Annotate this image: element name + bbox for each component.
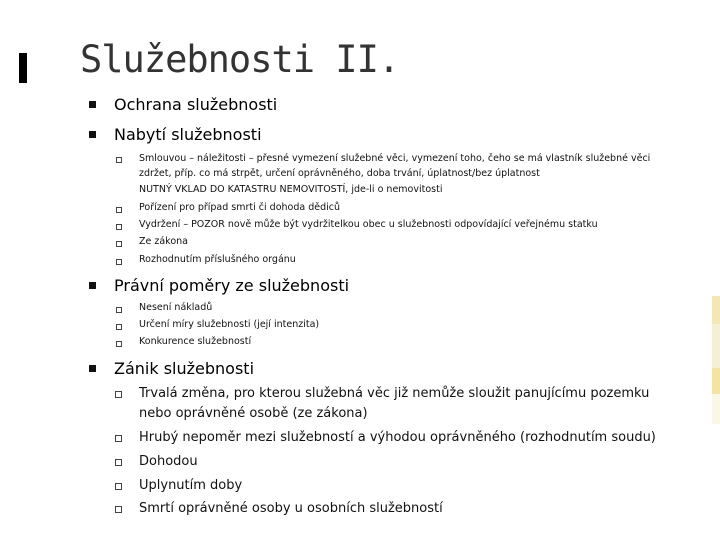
sub-bullet-icon bbox=[115, 506, 122, 513]
sub-bullet-icon bbox=[115, 391, 122, 398]
section-heading-termination: Zánik služebnosti bbox=[114, 359, 255, 378]
decor-stripe-2 bbox=[712, 324, 720, 368]
sub-bullet-icon bbox=[115, 459, 122, 466]
sub-bullet-icon bbox=[115, 483, 122, 490]
list-item: Trvalá změna, pro kterou služebná věc již nemůže sloužit panujícímu pozemku bbox=[139, 386, 650, 401]
sub-bullet-icon bbox=[116, 157, 122, 163]
list-item: Uplynutím doby bbox=[139, 478, 243, 493]
sub-bullet-icon bbox=[116, 224, 122, 230]
sub-bullet-icon bbox=[116, 241, 122, 247]
page-title: Služebnosti II. bbox=[80, 38, 400, 81]
sub-bullet-icon bbox=[116, 307, 122, 313]
sub-bullet-icon bbox=[115, 435, 122, 442]
list-item: Rozhodnutím příslušného orgánu bbox=[139, 254, 296, 265]
sub-bullet-icon bbox=[116, 341, 122, 347]
list-item: Ze zákona bbox=[139, 236, 188, 247]
list-item-continuation: NUTNÝ VKLAD DO KATASTRU NEMOVITOSTÍ, jde-li o nemovitosti bbox=[139, 184, 443, 195]
list-item: Smrtí oprávněné osoby u osobních služebností bbox=[139, 501, 443, 516]
decor-stripe-4 bbox=[712, 394, 720, 424]
list-item-continuation: zdržet, příp. co má strpět, určení oprávněného, doba trvání, úplatnost/bez úplatnost bbox=[139, 168, 540, 179]
list-item-continuation: nebo oprávněné osobě (ze zákona) bbox=[139, 406, 368, 421]
sub-bullet-icon bbox=[116, 207, 122, 213]
list-item: Dohodou bbox=[139, 454, 198, 469]
section-heading-legal-relations: Právní poměry ze služebnosti bbox=[114, 276, 350, 295]
title-accent-bar bbox=[19, 53, 27, 83]
list-item: Vydržení – POZOR nově může být vydržitelkou obec u služebnosti odpovídající veřejnému statku bbox=[139, 219, 598, 230]
bullet-icon bbox=[89, 282, 96, 289]
list-item: Smlouvou – náležitosti – přesné vymezení služebné věci, vymezení toho, čeho se má vlastník služebné věci bbox=[139, 153, 651, 164]
list-item: Pořízení pro případ smrti či dohoda dědiců bbox=[139, 202, 341, 213]
bullet-icon bbox=[89, 131, 96, 138]
list-item: Konkurence služebností bbox=[139, 336, 252, 347]
decor-stripe-1 bbox=[712, 296, 720, 324]
section-heading-acquisition: Nabytí služebnosti bbox=[114, 125, 262, 144]
bullet-icon bbox=[89, 365, 96, 372]
list-item: Hrubý nepoměr mezi služebností a výhodou oprávněného (rozhodnutím soudu) bbox=[139, 430, 656, 445]
list-item: Nesení nákladů bbox=[139, 302, 213, 313]
bullet-icon bbox=[89, 101, 96, 108]
sub-bullet-icon bbox=[116, 324, 122, 330]
list-item: Určení míry služebnosti (její intenzita) bbox=[139, 319, 320, 330]
decor-stripe-3 bbox=[712, 368, 720, 394]
section-heading-protection: Ochrana služebnosti bbox=[114, 95, 278, 114]
sub-bullet-icon bbox=[116, 259, 122, 265]
